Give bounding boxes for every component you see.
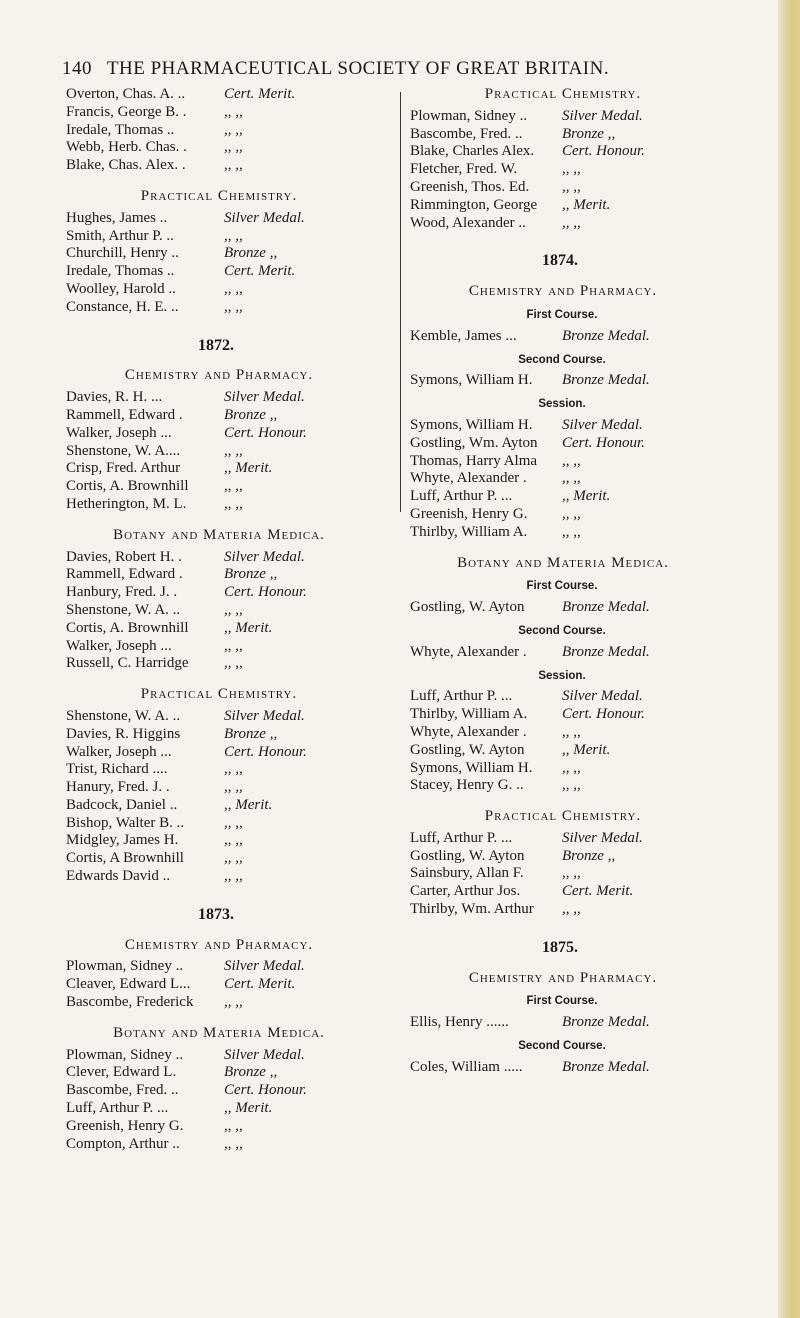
- award-name: ,, ,,: [562, 901, 581, 918]
- award-entry: [410, 417, 740, 435]
- section-heading: Practical Chemistry.: [140, 686, 298, 703]
- award-entry: [66, 584, 396, 602]
- award-name: ,, ,,: [224, 850, 243, 867]
- student-name: Thomas, Harry Alma: [410, 452, 538, 469]
- award-entry: [410, 197, 740, 215]
- award-name: ,, Merit.: [562, 741, 611, 758]
- award-entry: [66, 958, 396, 976]
- student-name: Luff, Arthur P. ...: [410, 688, 513, 705]
- student-name: Davies, R. H. ...: [66, 389, 163, 406]
- award-name: Cert. Merit.: [224, 86, 296, 102]
- student-name: Fletcher, Fred. W.: [410, 161, 518, 178]
- section-heading: Chemistry and Pharmacy.: [124, 367, 314, 384]
- award-name: ,, ,,: [224, 103, 243, 120]
- student-name: Cortis, A. Brownhill: [66, 478, 189, 495]
- section-heading: Chemistry and Pharmacy.: [468, 283, 658, 300]
- award-name: ,, ,,: [562, 161, 581, 178]
- award-entry: [66, 407, 396, 425]
- award-entry: [410, 688, 740, 706]
- student-name: Hetherington, M. L.: [66, 495, 187, 512]
- award-name: Cert. Honour.: [224, 424, 307, 441]
- award-entry: [410, 706, 740, 724]
- award-name: Cert. Honour.: [224, 743, 307, 760]
- award-entry: [410, 865, 740, 883]
- award-entry: [410, 488, 740, 506]
- student-name: Blake, Chas. Alex. .: [66, 157, 186, 174]
- award-entry: [66, 425, 396, 443]
- award-name: ,, ,,: [562, 865, 581, 882]
- student-name: Symons, William H.: [410, 759, 533, 776]
- student-name: Smith, Arthur P. ..: [66, 227, 174, 244]
- student-name: Gostling, W. Ayton: [410, 741, 525, 758]
- student-name: Woolley, Harold ..: [66, 280, 176, 297]
- award-name: ,, ,,: [224, 1117, 243, 1134]
- award-entry: [66, 708, 396, 726]
- award-name: Cert. Honour.: [224, 584, 307, 601]
- award-name: ,, ,,: [224, 1135, 243, 1152]
- student-name: Whyte, Alexander .: [410, 723, 527, 740]
- award-name: ,, ,,: [562, 777, 581, 794]
- award-entry: [66, 797, 396, 815]
- student-name: Thirlby, Wm. Arthur: [410, 901, 534, 918]
- award-name: ,, ,,: [224, 832, 243, 849]
- student-name: Edwards David ..: [66, 868, 171, 885]
- student-name: Bascombe, Fred. ..: [66, 1082, 179, 1099]
- student-name: Greenish, Henry G.: [66, 1117, 184, 1134]
- student-name: Cortis, A. Brownhill: [66, 619, 189, 636]
- award-entry: [410, 599, 740, 617]
- award-name: Bronze ,,: [562, 125, 616, 142]
- award-entry: [66, 478, 396, 496]
- student-name: Davies, R. Higgins: [66, 725, 181, 742]
- student-name: Bascombe, Fred. ..: [410, 125, 523, 142]
- award-entry: [66, 832, 396, 850]
- student-name: Compton, Arthur ..: [66, 1135, 180, 1152]
- award-name: ,, ,,: [224, 779, 243, 796]
- award-entry: [410, 506, 740, 524]
- award-entry: [410, 830, 740, 848]
- student-name: Russell, C. Harridge: [66, 655, 189, 672]
- section-heading: Botany and Materia Medica.: [113, 1024, 325, 1041]
- award-name: ,, ,,: [224, 637, 243, 654]
- student-name: Webb, Herb. Chas. .: [66, 139, 187, 156]
- student-name: Plowman, Sidney ..: [66, 958, 184, 975]
- award-name: ,, ,,: [224, 994, 243, 1011]
- award-entry: [410, 108, 740, 126]
- award-entry: [66, 1100, 396, 1118]
- award-entry: [66, 655, 396, 673]
- award-entry: [410, 883, 740, 901]
- student-name: Iredale, Thomas ..: [66, 121, 175, 138]
- student-name: Thirlby, William A.: [410, 706, 528, 723]
- award-name: Bronze Medal.: [562, 1058, 650, 1075]
- student-name: Walker, Joseph ...: [66, 424, 172, 441]
- award-entry: [410, 1059, 740, 1077]
- award-entry: [66, 602, 396, 620]
- award-name: ,, ,,: [224, 601, 243, 618]
- award-name: ,, ,,: [224, 868, 243, 885]
- student-name: Whyte, Alexander .: [410, 470, 527, 487]
- award-entry: [66, 815, 396, 833]
- award-entry: [410, 143, 740, 161]
- award-entry: [66, 620, 396, 638]
- left-column: [66, 86, 396, 1153]
- award-name: Silver Medal.: [224, 1046, 305, 1063]
- student-name: Greenish, Thos. Ed.: [410, 178, 530, 195]
- award-entry: [66, 726, 396, 744]
- year-heading: 1873.: [198, 905, 234, 923]
- award-name: ,, ,,: [224, 280, 243, 297]
- award-entry: [66, 638, 396, 656]
- award-name: ,, ,,: [562, 723, 581, 740]
- award-entry: [66, 443, 396, 461]
- award-entry: [410, 126, 740, 144]
- award-entry: [66, 779, 396, 797]
- award-name: ,, Merit.: [224, 619, 273, 636]
- section-heading: Botany and Materia Medica.: [113, 526, 325, 543]
- student-name: Rimmington, George: [410, 196, 538, 213]
- award-entry: [410, 435, 740, 453]
- year-heading: 1874.: [542, 252, 578, 270]
- student-name: Badcock, Daniel ..: [66, 796, 178, 813]
- award-entry: [66, 761, 396, 779]
- award-name: Silver Medal.: [224, 209, 305, 226]
- student-name: Rammell, Edward .: [66, 406, 183, 423]
- award-name: Cert. Honour.: [562, 434, 645, 451]
- student-name: Churchill, Henry ..: [66, 245, 179, 262]
- student-name: Gostling, Wm. Ayton: [410, 434, 538, 451]
- award-entry: [66, 1047, 396, 1065]
- award-entry: [410, 760, 740, 778]
- student-name: Shenstone, W. A. ..: [66, 707, 181, 724]
- student-name: Plowman, Sidney ..: [410, 107, 528, 124]
- student-name: Crisp, Fred. Arthur: [66, 460, 181, 477]
- award-entry: [410, 777, 740, 795]
- award-name: ,, ,,: [562, 759, 581, 776]
- award-name: Silver Medal.: [224, 389, 305, 406]
- student-name: Symons, William H.: [410, 372, 533, 389]
- award-name: Silver Medal.: [562, 688, 643, 705]
- award-entry: [410, 524, 740, 542]
- column-divider: [400, 92, 401, 512]
- award-name: ,, ,,: [562, 178, 581, 195]
- award-name: Cert. Honour.: [224, 1082, 307, 1099]
- course-subheading: Session.: [538, 398, 586, 411]
- student-name: Greenish, Henry G.: [410, 505, 528, 522]
- award-name: Bronze Medal.: [562, 643, 650, 660]
- course-subheading: Session.: [538, 669, 586, 682]
- student-name: Shenstone, W. A. ..: [66, 601, 181, 618]
- award-name: Bronze Medal.: [562, 599, 650, 616]
- award-name: Silver Medal.: [224, 548, 305, 565]
- award-name: ,, ,,: [224, 495, 243, 512]
- award-entry: [66, 122, 396, 140]
- student-name: Walker, Joseph ...: [66, 637, 172, 654]
- award-name: ,, ,,: [562, 505, 581, 522]
- student-name: Plowman, Sidney ..: [66, 1046, 184, 1063]
- student-name: Walker, Joseph ...: [66, 743, 172, 760]
- student-name: Coles, William .....: [410, 1058, 523, 1075]
- course-subheading: First Course.: [526, 308, 598, 321]
- page-header: [62, 58, 722, 80]
- student-name: Wood, Alexander ..: [410, 214, 526, 231]
- running-title: THE PHARMACEUTICAL SOCIETY OF GREAT BRITAIN.: [106, 58, 610, 79]
- student-name: Symons, William H.: [410, 416, 533, 433]
- award-name: ,, ,,: [224, 478, 243, 495]
- page-number: 140: [62, 58, 92, 79]
- course-subheading: Second Course.: [518, 624, 606, 637]
- award-name: ,, ,,: [224, 157, 243, 174]
- student-name: Luff, Arthur P. ...: [410, 829, 513, 846]
- award-name: Cert. Merit.: [224, 263, 296, 280]
- award-entry: [66, 976, 396, 994]
- award-entry: [410, 848, 740, 866]
- award-entry: [410, 328, 740, 346]
- award-name: ,, ,,: [562, 470, 581, 487]
- award-entry: [410, 453, 740, 471]
- student-name: Luff, Arthur P. ...: [410, 488, 513, 505]
- award-name: Cert. Merit.: [562, 883, 634, 900]
- award-entry: [66, 1064, 396, 1082]
- award-name: Bronze Medal.: [562, 327, 650, 344]
- award-entry: [66, 281, 396, 299]
- student-name: Iredale, Thomas ..: [66, 263, 175, 280]
- student-name: Clever, Edward L.: [66, 1064, 177, 1081]
- award-entry: [66, 1118, 396, 1136]
- award-entry: [66, 228, 396, 246]
- award-name: Cert. Honour.: [562, 706, 645, 723]
- award-name: ,, Merit.: [224, 1100, 273, 1117]
- award-entry: [410, 724, 740, 742]
- student-name: Ellis, Henry ......: [410, 1014, 509, 1031]
- award-entry: [66, 245, 396, 263]
- award-entry: [410, 161, 740, 179]
- student-name: Davies, Robert H. .: [66, 548, 182, 565]
- award-name: Bronze ,,: [224, 406, 278, 423]
- award-name: Bronze ,,: [224, 725, 278, 742]
- page-edge: [778, 0, 800, 1318]
- award-name: Silver Medal.: [562, 829, 643, 846]
- award-name: ,, ,,: [562, 452, 581, 469]
- course-subheading: First Course.: [526, 580, 598, 593]
- student-name: Bishop, Walter B. ..: [66, 814, 185, 831]
- course-subheading: Second Course.: [518, 1040, 606, 1053]
- student-name: Overton, Chas. A. ..: [66, 86, 186, 102]
- student-name: Francis, George B. .: [66, 103, 187, 120]
- award-entry: [66, 1082, 396, 1100]
- award-name: ,, Merit.: [562, 488, 611, 505]
- student-name: Bascombe, Frederick: [66, 994, 194, 1011]
- award-name: Bronze Medal.: [562, 1014, 650, 1031]
- award-entry: [66, 139, 396, 157]
- section-heading: Chemistry and Pharmacy.: [124, 936, 314, 953]
- student-name: Luff, Arthur P. ...: [66, 1100, 169, 1117]
- award-entry: [66, 744, 396, 762]
- award-name: Bronze ,,: [224, 245, 278, 262]
- award-name: ,, ,,: [224, 298, 243, 315]
- year-heading: 1875.: [542, 938, 578, 956]
- student-name: Blake, Charles Alex.: [410, 143, 535, 160]
- course-subheading: First Course.: [526, 995, 598, 1008]
- award-name: Cert. Honour.: [562, 143, 645, 160]
- award-entry: [410, 901, 740, 919]
- award-name: Silver Medal.: [562, 107, 643, 124]
- student-name: Shenstone, W. A....: [66, 442, 181, 459]
- section-heading: Practical Chemistry.: [140, 187, 298, 204]
- student-name: Hanbury, Fred. J. .: [66, 584, 178, 601]
- award-entry: [410, 742, 740, 760]
- award-entry: [410, 372, 740, 390]
- student-name: Constance, H. E. ..: [66, 298, 179, 315]
- student-name: Hanury, Fred. J. .: [66, 779, 170, 796]
- award-entry: [66, 157, 396, 175]
- award-entry: [66, 496, 396, 514]
- student-name: Carter, Arthur Jos.: [410, 883, 521, 900]
- right-column: [410, 86, 740, 1077]
- award-name: ,, ,,: [562, 523, 581, 540]
- award-name: Bronze ,,: [224, 566, 278, 583]
- award-entry: [410, 215, 740, 233]
- section-heading: Practical Chemistry.: [484, 86, 642, 102]
- student-name: Thirlby, William A.: [410, 523, 528, 540]
- award-name: ,, Merit.: [224, 460, 273, 477]
- award-name: Bronze Medal.: [562, 372, 650, 389]
- award-entry: [66, 86, 396, 104]
- student-name: Cortis, A Brownhill: [66, 850, 184, 867]
- student-name: Whyte, Alexander .: [410, 643, 527, 660]
- award-entry: [66, 850, 396, 868]
- award-entry: [66, 868, 396, 886]
- student-name: Rammell, Edward .: [66, 566, 183, 583]
- year-heading: 1872.: [198, 336, 234, 354]
- award-entry: [66, 1136, 396, 1154]
- student-name: Stacey, Henry G. ..: [410, 777, 524, 794]
- student-name: Midgley, James H.: [66, 832, 179, 849]
- award-entry: [66, 460, 396, 478]
- student-name: Cleaver, Edward L...: [66, 976, 191, 993]
- award-name: Silver Medal.: [224, 958, 305, 975]
- award-entry: [66, 994, 396, 1012]
- award-name: ,, Merit.: [224, 796, 273, 813]
- award-name: Bronze ,,: [562, 847, 616, 864]
- award-name: ,, ,,: [562, 214, 581, 231]
- award-entry: [66, 549, 396, 567]
- student-name: Sainsbury, Allan F.: [410, 865, 524, 882]
- award-entry: [410, 179, 740, 197]
- award-entry: [410, 470, 740, 488]
- award-name: ,, ,,: [224, 442, 243, 459]
- student-name: Hughes, James ..: [66, 209, 168, 226]
- award-name: Silver Medal.: [562, 416, 643, 433]
- award-entry: [410, 644, 740, 662]
- award-name: ,, ,,: [224, 139, 243, 156]
- section-heading: Chemistry and Pharmacy.: [468, 969, 658, 986]
- student-name: Gostling, W. Ayton: [410, 847, 525, 864]
- award-entry: [66, 263, 396, 281]
- student-name: Trist, Richard ....: [66, 761, 168, 778]
- award-name: Bronze ,,: [224, 1064, 278, 1081]
- section-heading: Botany and Materia Medica.: [457, 554, 669, 571]
- award-name: ,, ,,: [224, 121, 243, 138]
- student-name: Gostling, W. Ayton: [410, 599, 525, 616]
- award-entry: [66, 210, 396, 228]
- award-name: ,, ,,: [224, 814, 243, 831]
- course-subheading: Second Course.: [518, 353, 606, 366]
- award-name: ,, Merit.: [562, 196, 611, 213]
- award-entry: [66, 299, 396, 317]
- award-entry: [410, 1014, 740, 1032]
- student-name: Kemble, James ...: [410, 327, 517, 344]
- award-name: ,, ,,: [224, 227, 243, 244]
- award-entry: [66, 566, 396, 584]
- award-name: Cert. Merit.: [224, 976, 296, 993]
- award-entry: [66, 104, 396, 122]
- award-name: Silver Medal.: [224, 707, 305, 724]
- award-name: ,, ,,: [224, 761, 243, 778]
- award-name: ,, ,,: [224, 655, 243, 672]
- award-entry: [66, 389, 396, 407]
- section-heading: Practical Chemistry.: [484, 808, 642, 825]
